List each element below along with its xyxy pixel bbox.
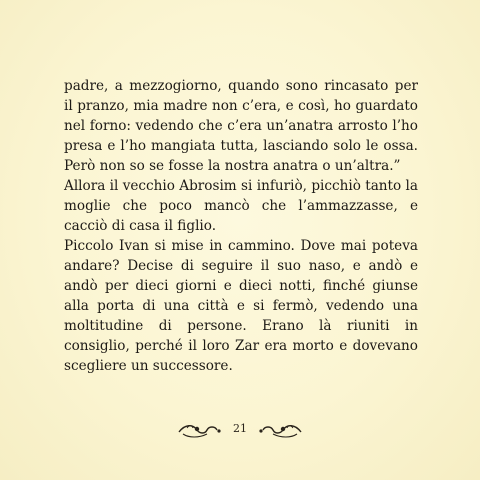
paragraph: Allora il vecchio Abrosim si infuriò, picchiò tanto la moglie che poco mancò che l’ammazzasse, e cacciò di casa il figlio. (64, 178, 418, 234)
page-number: 21 (233, 421, 247, 435)
paragraph: padre, a mezzogiorno, quando sono rincasato per il pranzo, mia madre non c’era, e così, ho guardato nel forno: vedendo che c’era un’anatra arrosto l’ho presa e l’ho mangiata tutta, lasciando solo le ossa. Però non so se fosse la nostra anatra o un’altra.” (64, 78, 418, 174)
page-footer (0, 418, 480, 442)
body-text (64, 76, 418, 376)
flourish-left-icon (177, 420, 223, 440)
paragraph: Piccolo Ivan si mise in cammino. Dove mai poteva andare? Decise di seguire il suo naso, e andò e andò per dieci giorni e dieci notti, finché giunse alla porta di una città e si fermò, vedendo una moltitudine di persone. Erano là riuniti in consiglio, perché il loro Zar era morto e dovevano scegliere un successore. (64, 238, 418, 374)
flourish-right-icon (257, 420, 303, 440)
